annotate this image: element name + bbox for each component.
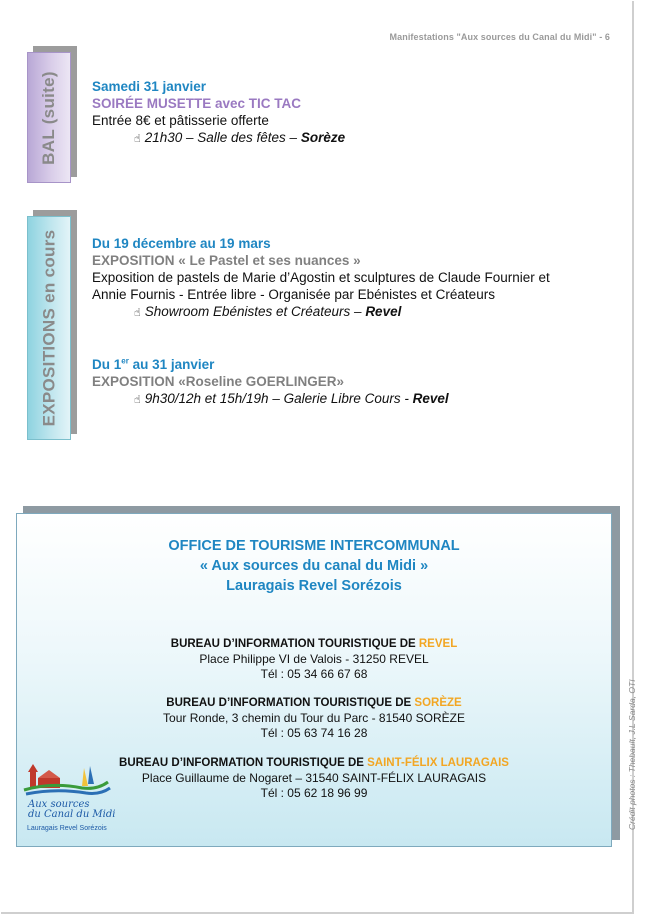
logo-green-wave	[24, 782, 108, 790]
logo-text	[28, 800, 115, 820]
event-date	[92, 356, 449, 373]
event-venue	[92, 303, 550, 322]
event-town: Revel	[365, 304, 402, 319]
event-town: Sorèze	[300, 130, 346, 145]
event-venue-text: 9h30/12h et 15h/19h – Galerie Libre Cours -	[144, 391, 413, 406]
hand-pointer-icon: ☝	[134, 394, 141, 406]
event-venue	[92, 390, 449, 409]
bureau-title	[17, 696, 611, 711]
event-description-line2: Annie Fournis - Entrée libre - Organisée par Ebénistes et Créateurs	[92, 287, 495, 302]
bureau-address: Tour Ronde, 3 chemin du Tour du Parc - 81540 SORÈZE	[163, 711, 465, 725]
office-subtitle: « Aux sources du canal du Midi »	[199, 558, 429, 574]
hand-pointer-icon: ☝	[134, 307, 141, 319]
logo-subtext: Lauragais Revel Sorézois	[27, 825, 107, 832]
event-venue-text: 21h30 – Salle des fêtes –	[144, 130, 301, 145]
bureau-phone: Tél : 05 63 74 16 28	[260, 726, 368, 740]
event-expo-pastel	[92, 235, 550, 322]
section-tab-bal-label: BAL (suite)	[39, 70, 58, 165]
event-bal	[92, 78, 345, 148]
bureau-label: BUREAU D’INFORMATION TOURISTIQUE DE	[119, 757, 368, 769]
bureau-address: Place Philippe VI de Valois - 31250 REVEL	[199, 652, 429, 666]
logo-tower	[30, 772, 36, 788]
event-expo-goerlinger	[92, 356, 449, 409]
logo-sail-yellow	[82, 768, 88, 786]
photo-credit: Crédit photos : Thebault, J.L Sarda, OTI	[627, 679, 637, 830]
page-header: Manifestations "Aux sources du Canal du Midi" - 6	[389, 32, 610, 42]
bureau-label: BUREAU D’INFORMATION TOURISTIQUE DE	[166, 697, 415, 709]
logo-roof	[28, 764, 38, 772]
bureau-soreze	[17, 696, 611, 741]
event-date-sup: er	[121, 356, 129, 366]
bureau-phone: Tél : 05 62 18 96 99	[260, 786, 368, 800]
section-tab-expositions	[27, 216, 71, 440]
section-tab-bal	[27, 52, 71, 183]
logo-blue-wave	[26, 788, 110, 794]
event-date-suffix: au 31 janvier	[128, 357, 215, 372]
event-date: Du 19 décembre au 19 mars	[92, 236, 271, 251]
event-title: EXPOSITION « Le Pastel et ses nuances »	[92, 253, 361, 268]
office-logo	[22, 760, 114, 834]
bureau-town: SORÈZE	[414, 697, 462, 709]
event-title: EXPOSITION «Roseline GOERLINGER»	[92, 374, 345, 389]
office-region: Lauragais Revel Sorézois	[226, 578, 402, 594]
bureau-address: Place Guillaume de Nogaret – 31540 SAINT-FÉLIX LAURAGAIS	[141, 771, 487, 785]
event-town: Revel	[412, 391, 449, 406]
event-venue-text: Showroom Ebénistes et Créateurs –	[144, 304, 366, 319]
bureau-phone: Tél : 05 34 66 67 68	[260, 667, 368, 681]
event-date: Samedi 31 janvier	[92, 79, 207, 94]
event-description: Entrée 8€ et pâtisserie offerte	[92, 113, 269, 128]
bureau-revel	[17, 637, 611, 682]
bureau-label: BUREAU D’INFORMATION TOURISTIQUE DE	[170, 638, 419, 650]
logo-sail-blue	[88, 766, 94, 784]
bureau-town: SAINT-FÉLIX LAURAGAIS	[367, 757, 509, 769]
section-tab-expositions-label: EXPOSITIONS en cours	[39, 229, 59, 427]
event-title: SOIRÉE MUSETTE avec TIC TAC	[92, 96, 302, 111]
event-date-prefix: Du 1	[92, 357, 122, 372]
hand-pointer-icon: ☝	[134, 133, 141, 145]
logo-text-line2: du Canal du Midi	[28, 809, 116, 820]
logo-building-roof	[38, 770, 60, 778]
office-title: OFFICE DE TOURISME INTERCOMMUNAL	[168, 538, 460, 554]
logo-text-line1: Aux sources	[28, 799, 90, 810]
event-venue	[92, 129, 345, 148]
bureau-title	[17, 637, 611, 652]
event-description-line1: Exposition de pastels de Marie d’Agostin et sculptures de Claude Fournier et	[92, 270, 550, 285]
bureau-town: REVEL	[418, 638, 458, 650]
